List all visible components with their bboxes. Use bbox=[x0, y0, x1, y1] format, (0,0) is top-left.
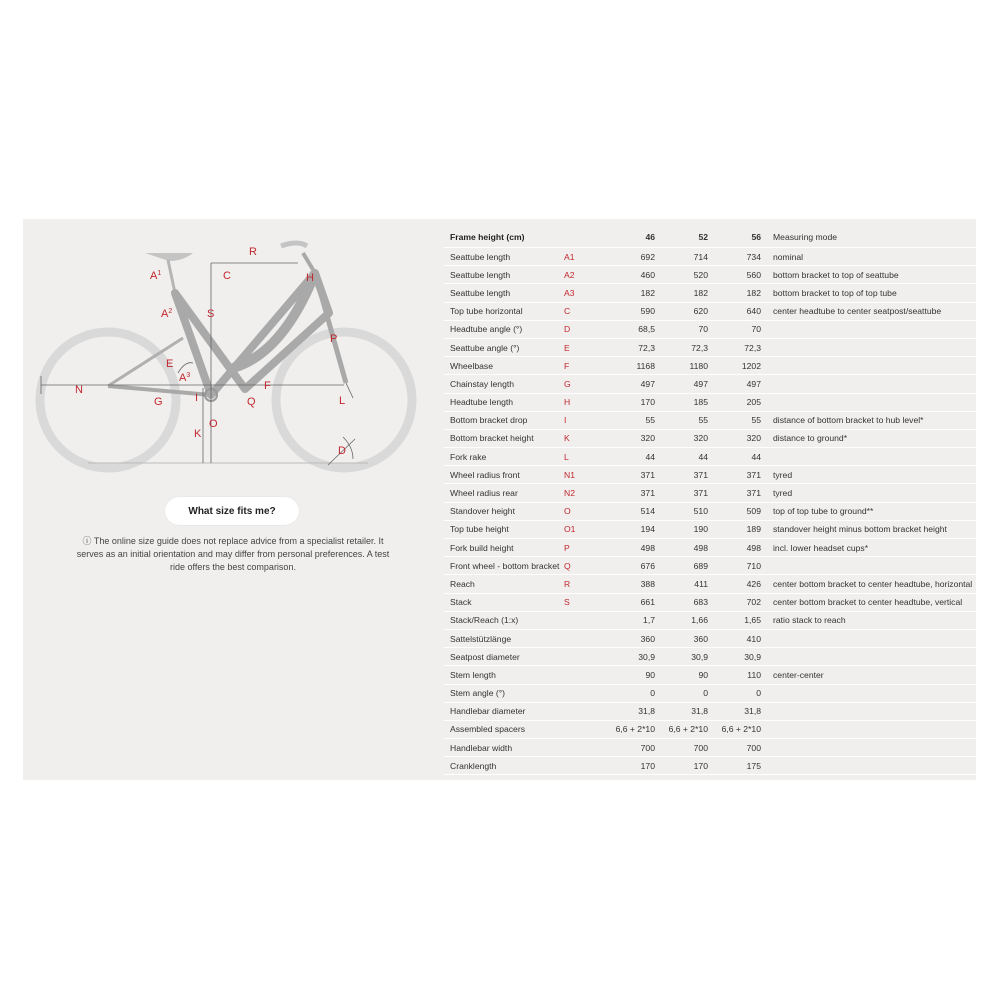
row-value-56: 426 bbox=[708, 575, 761, 593]
row-code: I bbox=[564, 411, 596, 429]
row-measuring-mode bbox=[761, 448, 976, 466]
table-row bbox=[444, 429, 976, 447]
row-value-46: 30,9 bbox=[596, 648, 655, 666]
header-size-46: 46 bbox=[596, 227, 655, 248]
table-row bbox=[444, 284, 976, 302]
table-row bbox=[444, 248, 976, 266]
row-value-46: 1168 bbox=[596, 357, 655, 375]
row-value-46: 371 bbox=[596, 484, 655, 502]
measure-line-rake bbox=[346, 383, 353, 398]
row-value-56: 710 bbox=[708, 557, 761, 575]
header-measuring-mode: Measuring mode bbox=[761, 227, 976, 248]
row-value-52: 30,9 bbox=[655, 648, 708, 666]
row-value-56: 1,65 bbox=[708, 611, 761, 629]
row-code: C bbox=[564, 302, 596, 320]
row-measuring-mode: ratio stack to reach bbox=[761, 611, 976, 629]
row-value-46: 90 bbox=[596, 666, 655, 684]
row-name: Headtube angle (°) bbox=[444, 320, 564, 338]
table-row bbox=[444, 575, 976, 593]
row-measuring-mode bbox=[761, 393, 976, 411]
row-measuring-mode: center-center bbox=[761, 666, 976, 684]
row-measuring-mode: center bottom bracket to center headtube, vertical bbox=[761, 593, 976, 611]
row-value-46: 661 bbox=[596, 593, 655, 611]
row-value-46: 371 bbox=[596, 466, 655, 484]
row-name: Bottom bracket height bbox=[444, 429, 564, 447]
table-row bbox=[444, 411, 976, 429]
row-value-52: 411 bbox=[655, 575, 708, 593]
row-measuring-mode bbox=[761, 720, 976, 738]
table-row bbox=[444, 702, 976, 720]
row-value-52: 185 bbox=[655, 393, 708, 411]
stem bbox=[303, 253, 315, 273]
label-D: D bbox=[338, 445, 346, 457]
label-F: F bbox=[264, 380, 271, 392]
row-name: Sattelstützlänge bbox=[444, 629, 564, 647]
row-name: Wheel radius rear bbox=[444, 484, 564, 502]
table-row bbox=[444, 448, 976, 466]
row-code bbox=[564, 739, 596, 757]
label-Q: Q bbox=[247, 396, 256, 408]
label-C: C bbox=[223, 270, 231, 282]
table-row bbox=[444, 393, 976, 411]
row-value-56: 6,6 + 2*10 bbox=[708, 720, 761, 738]
row-value-46: 0 bbox=[596, 684, 655, 702]
label-E: E bbox=[166, 358, 174, 370]
row-code: O bbox=[564, 502, 596, 520]
row-name: Wheel radius front bbox=[444, 466, 564, 484]
row-value-46: 170 bbox=[596, 757, 655, 775]
row-name: Wheelbase bbox=[444, 357, 564, 375]
row-value-52: 72,3 bbox=[655, 338, 708, 356]
row-value-56: 72,3 bbox=[708, 338, 761, 356]
row-name: Top tube horizontal bbox=[444, 302, 564, 320]
row-value-56: 1202 bbox=[708, 357, 761, 375]
row-value-52: 714 bbox=[655, 248, 708, 266]
row-name: Top tube height bbox=[444, 520, 564, 538]
table-row bbox=[444, 720, 976, 738]
row-code: N1 bbox=[564, 466, 596, 484]
row-value-52: 182 bbox=[655, 284, 708, 302]
row-value-52: 1180 bbox=[655, 357, 708, 375]
row-value-46: 498 bbox=[596, 539, 655, 557]
row-value-56: 182 bbox=[708, 284, 761, 302]
row-value-52: 1,66 bbox=[655, 611, 708, 629]
row-value-46: 676 bbox=[596, 557, 655, 575]
row-value-52: 498 bbox=[655, 539, 708, 557]
row-value-56: 640 bbox=[708, 302, 761, 320]
row-name: Headtube length bbox=[444, 393, 564, 411]
size-guide-note-text: The online size guide does not replace advice from a specialist retailer. It serves as an initial orientation and may differ from personal preferences. A test ride offers the best comparison. bbox=[76, 536, 390, 572]
row-value-52: 55 bbox=[655, 411, 708, 429]
row-value-52: 689 bbox=[655, 557, 708, 575]
row-value-46: 360 bbox=[596, 629, 655, 647]
row-measuring-mode bbox=[761, 338, 976, 356]
row-value-56: 700 bbox=[708, 739, 761, 757]
row-value-52: 620 bbox=[655, 302, 708, 320]
label-A3-sup: 3 bbox=[186, 372, 191, 379]
row-value-52: 320 bbox=[655, 429, 708, 447]
row-measuring-mode: distance of bottom bracket to hub level* bbox=[761, 411, 976, 429]
row-name: Fork build height bbox=[444, 539, 564, 557]
row-value-46: 72,3 bbox=[596, 338, 655, 356]
size-guide-note bbox=[75, 535, 391, 574]
row-code bbox=[564, 648, 596, 666]
header-size-52: 52 bbox=[655, 227, 708, 248]
row-value-56: 371 bbox=[708, 484, 761, 502]
row-value-52: 44 bbox=[655, 448, 708, 466]
row-name: Reach bbox=[444, 575, 564, 593]
row-measuring-mode bbox=[761, 320, 976, 338]
row-value-46: 514 bbox=[596, 502, 655, 520]
label-A2-sup: 2 bbox=[168, 308, 173, 315]
row-value-46: 170 bbox=[596, 393, 655, 411]
table-row bbox=[444, 266, 976, 284]
table-row bbox=[444, 629, 976, 647]
row-value-56: 560 bbox=[708, 266, 761, 284]
table-row bbox=[444, 757, 976, 775]
svg-text:A3 bbox=[179, 372, 190, 384]
row-value-46: 1,7 bbox=[596, 611, 655, 629]
table-row bbox=[444, 484, 976, 502]
table-row bbox=[444, 611, 976, 629]
row-value-52: 683 bbox=[655, 593, 708, 611]
row-value-52: 497 bbox=[655, 375, 708, 393]
row-value-56: 205 bbox=[708, 393, 761, 411]
row-code bbox=[564, 702, 596, 720]
bike-geometry-diagram bbox=[33, 233, 433, 483]
row-value-52: 170 bbox=[655, 757, 708, 775]
row-value-46: 497 bbox=[596, 375, 655, 393]
row-code: G bbox=[564, 375, 596, 393]
table-row bbox=[444, 666, 976, 684]
header-size-56: 56 bbox=[708, 227, 761, 248]
label-H: H bbox=[306, 272, 314, 284]
row-value-56: 509 bbox=[708, 502, 761, 520]
row-code bbox=[564, 757, 596, 775]
row-code: N2 bbox=[564, 484, 596, 502]
row-measuring-mode: tyred bbox=[761, 484, 976, 502]
table-row bbox=[444, 357, 976, 375]
row-code bbox=[564, 629, 596, 647]
table-row bbox=[444, 539, 976, 557]
row-code bbox=[564, 611, 596, 629]
row-value-56: 734 bbox=[708, 248, 761, 266]
row-value-56: 497 bbox=[708, 375, 761, 393]
row-value-56: 189 bbox=[708, 520, 761, 538]
row-value-46: 590 bbox=[596, 302, 655, 320]
info-icon: ⓘ bbox=[82, 536, 92, 546]
row-name: Stem angle (°) bbox=[444, 684, 564, 702]
row-code bbox=[564, 666, 596, 684]
row-value-56: 175 bbox=[708, 757, 761, 775]
row-value-46: 460 bbox=[596, 266, 655, 284]
row-value-56: 44 bbox=[708, 448, 761, 466]
row-name: Stack/Reach (1:x) bbox=[444, 611, 564, 629]
row-measuring-mode: standover height minus bottom bracket height bbox=[761, 520, 976, 538]
row-name: Chainstay length bbox=[444, 375, 564, 393]
row-value-56: 30,9 bbox=[708, 648, 761, 666]
table-row bbox=[444, 302, 976, 320]
row-code: F bbox=[564, 357, 596, 375]
row-value-46: 68,5 bbox=[596, 320, 655, 338]
row-value-52: 6,6 + 2*10 bbox=[655, 720, 708, 738]
row-code: K bbox=[564, 429, 596, 447]
row-value-56: 55 bbox=[708, 411, 761, 429]
row-value-46: 320 bbox=[596, 429, 655, 447]
row-value-46: 31,8 bbox=[596, 702, 655, 720]
row-value-46: 692 bbox=[596, 248, 655, 266]
row-value-46: 700 bbox=[596, 739, 655, 757]
row-value-46: 55 bbox=[596, 411, 655, 429]
row-value-56: 31,8 bbox=[708, 702, 761, 720]
row-measuring-mode: tyred bbox=[761, 466, 976, 484]
row-measuring-mode bbox=[761, 648, 976, 666]
row-measuring-mode: incl. lower headset cups* bbox=[761, 539, 976, 557]
row-code: H bbox=[564, 393, 596, 411]
row-value-46: 44 bbox=[596, 448, 655, 466]
row-measuring-mode bbox=[761, 739, 976, 757]
row-code: A3 bbox=[564, 284, 596, 302]
table-row bbox=[444, 320, 976, 338]
row-value-56: 371 bbox=[708, 466, 761, 484]
row-value-52: 360 bbox=[655, 629, 708, 647]
row-measuring-mode: center bottom bracket to center headtube, horizontal bbox=[761, 575, 976, 593]
row-measuring-mode: top of top tube to ground** bbox=[761, 502, 976, 520]
row-code bbox=[564, 720, 596, 738]
row-code: D bbox=[564, 320, 596, 338]
row-value-56: 702 bbox=[708, 593, 761, 611]
label-P: P bbox=[330, 333, 338, 345]
row-name: Stack bbox=[444, 593, 564, 611]
row-name: Assembled spacers bbox=[444, 720, 564, 738]
geometry-panel bbox=[23, 219, 976, 780]
label-O: O bbox=[209, 418, 218, 430]
row-value-52: 70 bbox=[655, 320, 708, 338]
label-R: R bbox=[249, 246, 257, 258]
seatpost bbox=[168, 260, 175, 293]
row-name: Handlebar width bbox=[444, 739, 564, 757]
table-row bbox=[444, 648, 976, 666]
header-code-spacer bbox=[564, 227, 596, 248]
label-A2: A bbox=[161, 308, 169, 320]
row-value-46: 6,6 + 2*10 bbox=[596, 720, 655, 738]
row-value-56: 320 bbox=[708, 429, 761, 447]
label-N: N bbox=[75, 384, 83, 396]
row-code: O1 bbox=[564, 520, 596, 538]
row-value-52: 31,8 bbox=[655, 702, 708, 720]
table-row bbox=[444, 338, 976, 356]
row-name: Standover height bbox=[444, 502, 564, 520]
row-measuring-mode bbox=[761, 375, 976, 393]
row-value-46: 182 bbox=[596, 284, 655, 302]
row-code: P bbox=[564, 539, 596, 557]
geometry-table bbox=[444, 227, 976, 775]
row-value-56: 410 bbox=[708, 629, 761, 647]
label-S: S bbox=[207, 308, 215, 320]
row-measuring-mode bbox=[761, 684, 976, 702]
table-row bbox=[444, 557, 976, 575]
table-row bbox=[444, 375, 976, 393]
row-name: Cranklength bbox=[444, 757, 564, 775]
table-row bbox=[444, 739, 976, 757]
table-row bbox=[444, 593, 976, 611]
row-name: Fork rake bbox=[444, 448, 564, 466]
row-name: Seattube length bbox=[444, 284, 564, 302]
row-name: Seatpost diameter bbox=[444, 648, 564, 666]
row-code: E bbox=[564, 338, 596, 356]
label-I: I bbox=[195, 392, 199, 404]
row-code: A2 bbox=[564, 266, 596, 284]
row-measuring-mode: nominal bbox=[761, 248, 976, 266]
row-value-52: 510 bbox=[655, 502, 708, 520]
row-value-52: 371 bbox=[655, 484, 708, 502]
row-measuring-mode: center headtube to center seatpost/seattube bbox=[761, 302, 976, 320]
row-name: Stem length bbox=[444, 666, 564, 684]
row-name: Bottom bracket drop bbox=[444, 411, 564, 429]
row-measuring-mode: bottom bracket to top of top tube bbox=[761, 284, 976, 302]
row-name: Seattube length bbox=[444, 248, 564, 266]
svg-text:A2 bbox=[161, 308, 172, 320]
row-value-56: 70 bbox=[708, 320, 761, 338]
row-code bbox=[564, 684, 596, 702]
table-row bbox=[444, 502, 976, 520]
handlebar bbox=[281, 243, 307, 246]
row-measuring-mode bbox=[761, 757, 976, 775]
row-value-56: 110 bbox=[708, 666, 761, 684]
label-A1-sup: 1 bbox=[157, 270, 162, 277]
row-value-52: 371 bbox=[655, 466, 708, 484]
table-header-row bbox=[444, 227, 976, 248]
row-name: Seattube angle (°) bbox=[444, 338, 564, 356]
row-name: Seattube length bbox=[444, 266, 564, 284]
row-code: R bbox=[564, 575, 596, 593]
svg-text:A1 bbox=[150, 270, 161, 282]
row-measuring-mode bbox=[761, 557, 976, 575]
row-value-52: 190 bbox=[655, 520, 708, 538]
geometry-table-wrapper bbox=[444, 227, 976, 775]
diagram-column bbox=[23, 219, 443, 780]
row-name: Front wheel - bottom bracket bbox=[444, 557, 564, 575]
header-frame-height: Frame height (cm) bbox=[444, 227, 564, 248]
label-A1: A bbox=[150, 270, 158, 282]
table-row bbox=[444, 466, 976, 484]
row-value-52: 520 bbox=[655, 266, 708, 284]
row-measuring-mode bbox=[761, 702, 976, 720]
row-measuring-mode: bottom bracket to top of seattube bbox=[761, 266, 976, 284]
row-code: Q bbox=[564, 557, 596, 575]
row-value-52: 700 bbox=[655, 739, 708, 757]
table-row bbox=[444, 684, 976, 702]
label-L: L bbox=[339, 395, 346, 407]
row-value-46: 388 bbox=[596, 575, 655, 593]
label-G: G bbox=[154, 396, 163, 408]
row-value-46: 194 bbox=[596, 520, 655, 538]
row-value-56: 498 bbox=[708, 539, 761, 557]
row-measuring-mode bbox=[761, 629, 976, 647]
table-row bbox=[444, 520, 976, 538]
row-measuring-mode bbox=[761, 357, 976, 375]
row-value-52: 90 bbox=[655, 666, 708, 684]
row-value-52: 0 bbox=[655, 684, 708, 702]
row-code: L bbox=[564, 448, 596, 466]
row-code: A1 bbox=[564, 248, 596, 266]
size-fit-button[interactable]: What size fits me? bbox=[165, 497, 299, 525]
row-name: Handlebar diameter bbox=[444, 702, 564, 720]
label-K: K bbox=[194, 428, 202, 440]
label-A3: A bbox=[179, 372, 187, 384]
row-code: S bbox=[564, 593, 596, 611]
row-value-56: 0 bbox=[708, 684, 761, 702]
row-measuring-mode: distance to ground* bbox=[761, 429, 976, 447]
